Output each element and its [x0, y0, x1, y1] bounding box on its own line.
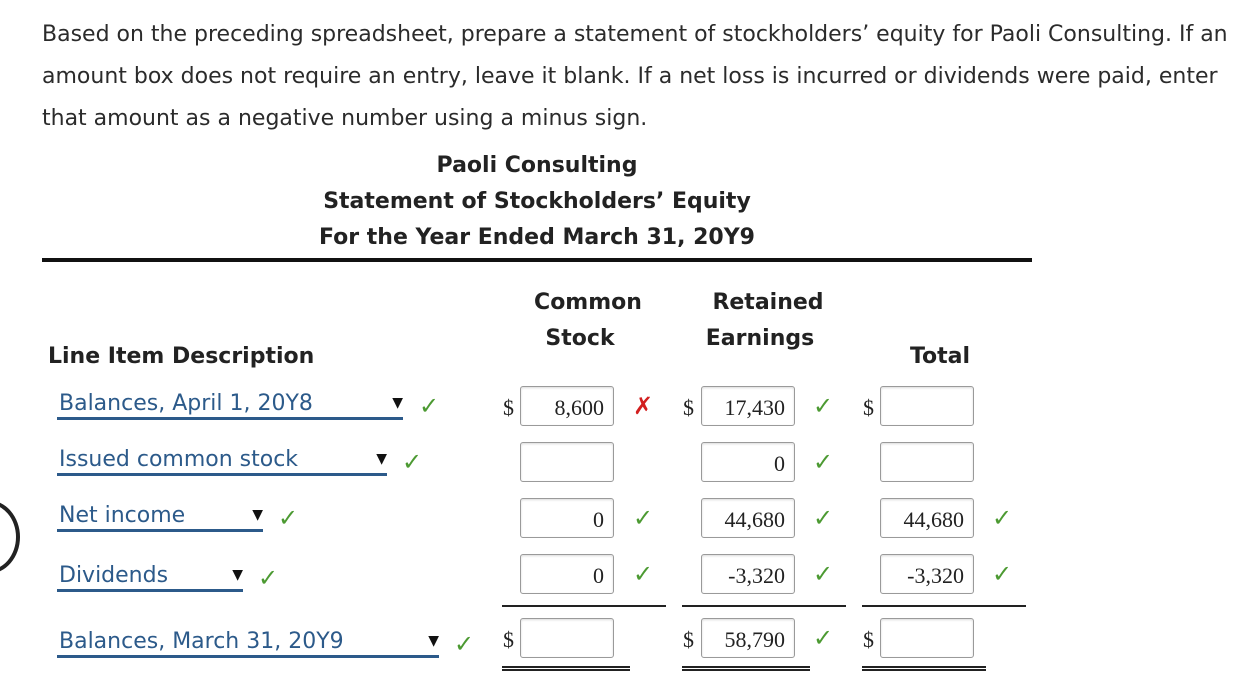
amount-input-retained-issued[interactable]: 0 [701, 442, 795, 482]
currency-symbol: $ [863, 627, 874, 652]
amount-input-common-net-income[interactable]: 0 [520, 498, 614, 538]
header-rule [42, 258, 1032, 262]
check-icon: ✓ [454, 630, 475, 658]
col-common-line2: Stock [545, 326, 615, 351]
amount-input-total-end[interactable] [880, 618, 974, 658]
amount-input-common-end[interactable] [520, 618, 614, 658]
check-icon: ✓ [992, 560, 1013, 588]
chevron-down-icon: ▼ [252, 507, 263, 523]
col-total: Total [909, 344, 971, 369]
currency-symbol: $ [683, 627, 694, 652]
check-icon: ✓ [813, 392, 834, 420]
check-icon: ✓ [633, 504, 654, 532]
check-icon: ✓ [813, 560, 834, 588]
check-icon: ✓ [633, 560, 654, 588]
line-item-select-net-income[interactable] [57, 504, 263, 532]
check-icon: ✓ [258, 564, 279, 592]
amount-input-total-dividends[interactable]: -3,320 [880, 554, 974, 594]
line-item-select-dividends[interactable] [57, 564, 243, 592]
currency-symbol: $ [863, 395, 874, 420]
check-icon: ✓ [813, 504, 834, 532]
check-icon: ✓ [419, 392, 440, 420]
currency-symbol: $ [503, 627, 514, 652]
amount-input-common-dividends[interactable]: 0 [520, 554, 614, 594]
line-item-select-label: Issued common stock [59, 447, 299, 472]
amount-input-common-issued[interactable] [520, 442, 614, 482]
amount-input-retained-end[interactable]: 58,790 [701, 618, 795, 658]
chevron-down-icon: ▼ [232, 567, 243, 583]
currency-symbol: $ [683, 395, 694, 420]
chevron-down-icon: ▼ [376, 451, 387, 467]
statement-period: For the Year Ended March 31, 20Y9 [319, 225, 755, 250]
amount-input-retained-begin[interactable]: 17,430 [701, 386, 795, 426]
amount-input-total-issued[interactable] [880, 442, 974, 482]
currency-symbol: $ [503, 395, 514, 420]
line-item-select-label: Balances, March 31, 20Y9 [59, 629, 344, 654]
cropped-circle-decoration [0, 500, 20, 574]
line-item-select-issued-stock[interactable] [57, 448, 387, 476]
chevron-down-icon: ▼ [428, 633, 439, 649]
amount-input-total-net-income[interactable]: 44,680 [880, 498, 974, 538]
amount-input-common-begin[interactable]: 8,600 [520, 386, 614, 426]
col-retained-line1: Retained [712, 290, 824, 315]
chevron-down-icon: ▼ [392, 395, 403, 411]
check-icon: ✓ [278, 504, 299, 532]
amount-input-retained-net-income[interactable]: 44,680 [701, 498, 795, 538]
check-icon: ✓ [992, 504, 1013, 532]
subtotal-rule-total [862, 605, 1026, 607]
line-item-select-balances-end[interactable] [57, 630, 439, 658]
subtotal-rule-retained [682, 605, 846, 607]
total-double-rule-total [862, 666, 986, 671]
total-double-rule-common [502, 666, 630, 671]
col-line-item: Line Item Description [48, 344, 315, 369]
statement-title: Statement of Stockholders’ Equity [323, 189, 751, 214]
x-mark-icon: ✗ [633, 392, 654, 420]
col-retained-line2: Earnings [705, 326, 815, 351]
instructions-text: Based on the preceding spreadsheet, prepare a statement of stockholders’ equity for Paoli Consulting. If an amount box does not require an entry, leave it blank. If a net loss is incurred or dividends were paid, enter that amount as a negative number using a minus sign. [42, 22, 1228, 131]
total-double-rule-retained [682, 666, 810, 671]
amount-input-total-begin[interactable] [880, 386, 974, 426]
company-name: Paoli Consulting [436, 153, 638, 178]
subtotal-rule-common [502, 605, 666, 607]
check-icon: ✓ [813, 624, 834, 652]
amount-input-retained-dividends[interactable]: -3,320 [701, 554, 795, 594]
line-item-select-balances-begin[interactable] [57, 392, 403, 420]
check-icon: ✓ [402, 448, 423, 476]
line-item-select-label: Net income [59, 503, 186, 528]
check-icon: ✓ [813, 448, 834, 476]
line-item-select-label: Dividends [59, 563, 169, 588]
col-common-line1: Common [534, 290, 642, 315]
line-item-select-label: Balances, April 1, 20Y8 [59, 391, 313, 416]
